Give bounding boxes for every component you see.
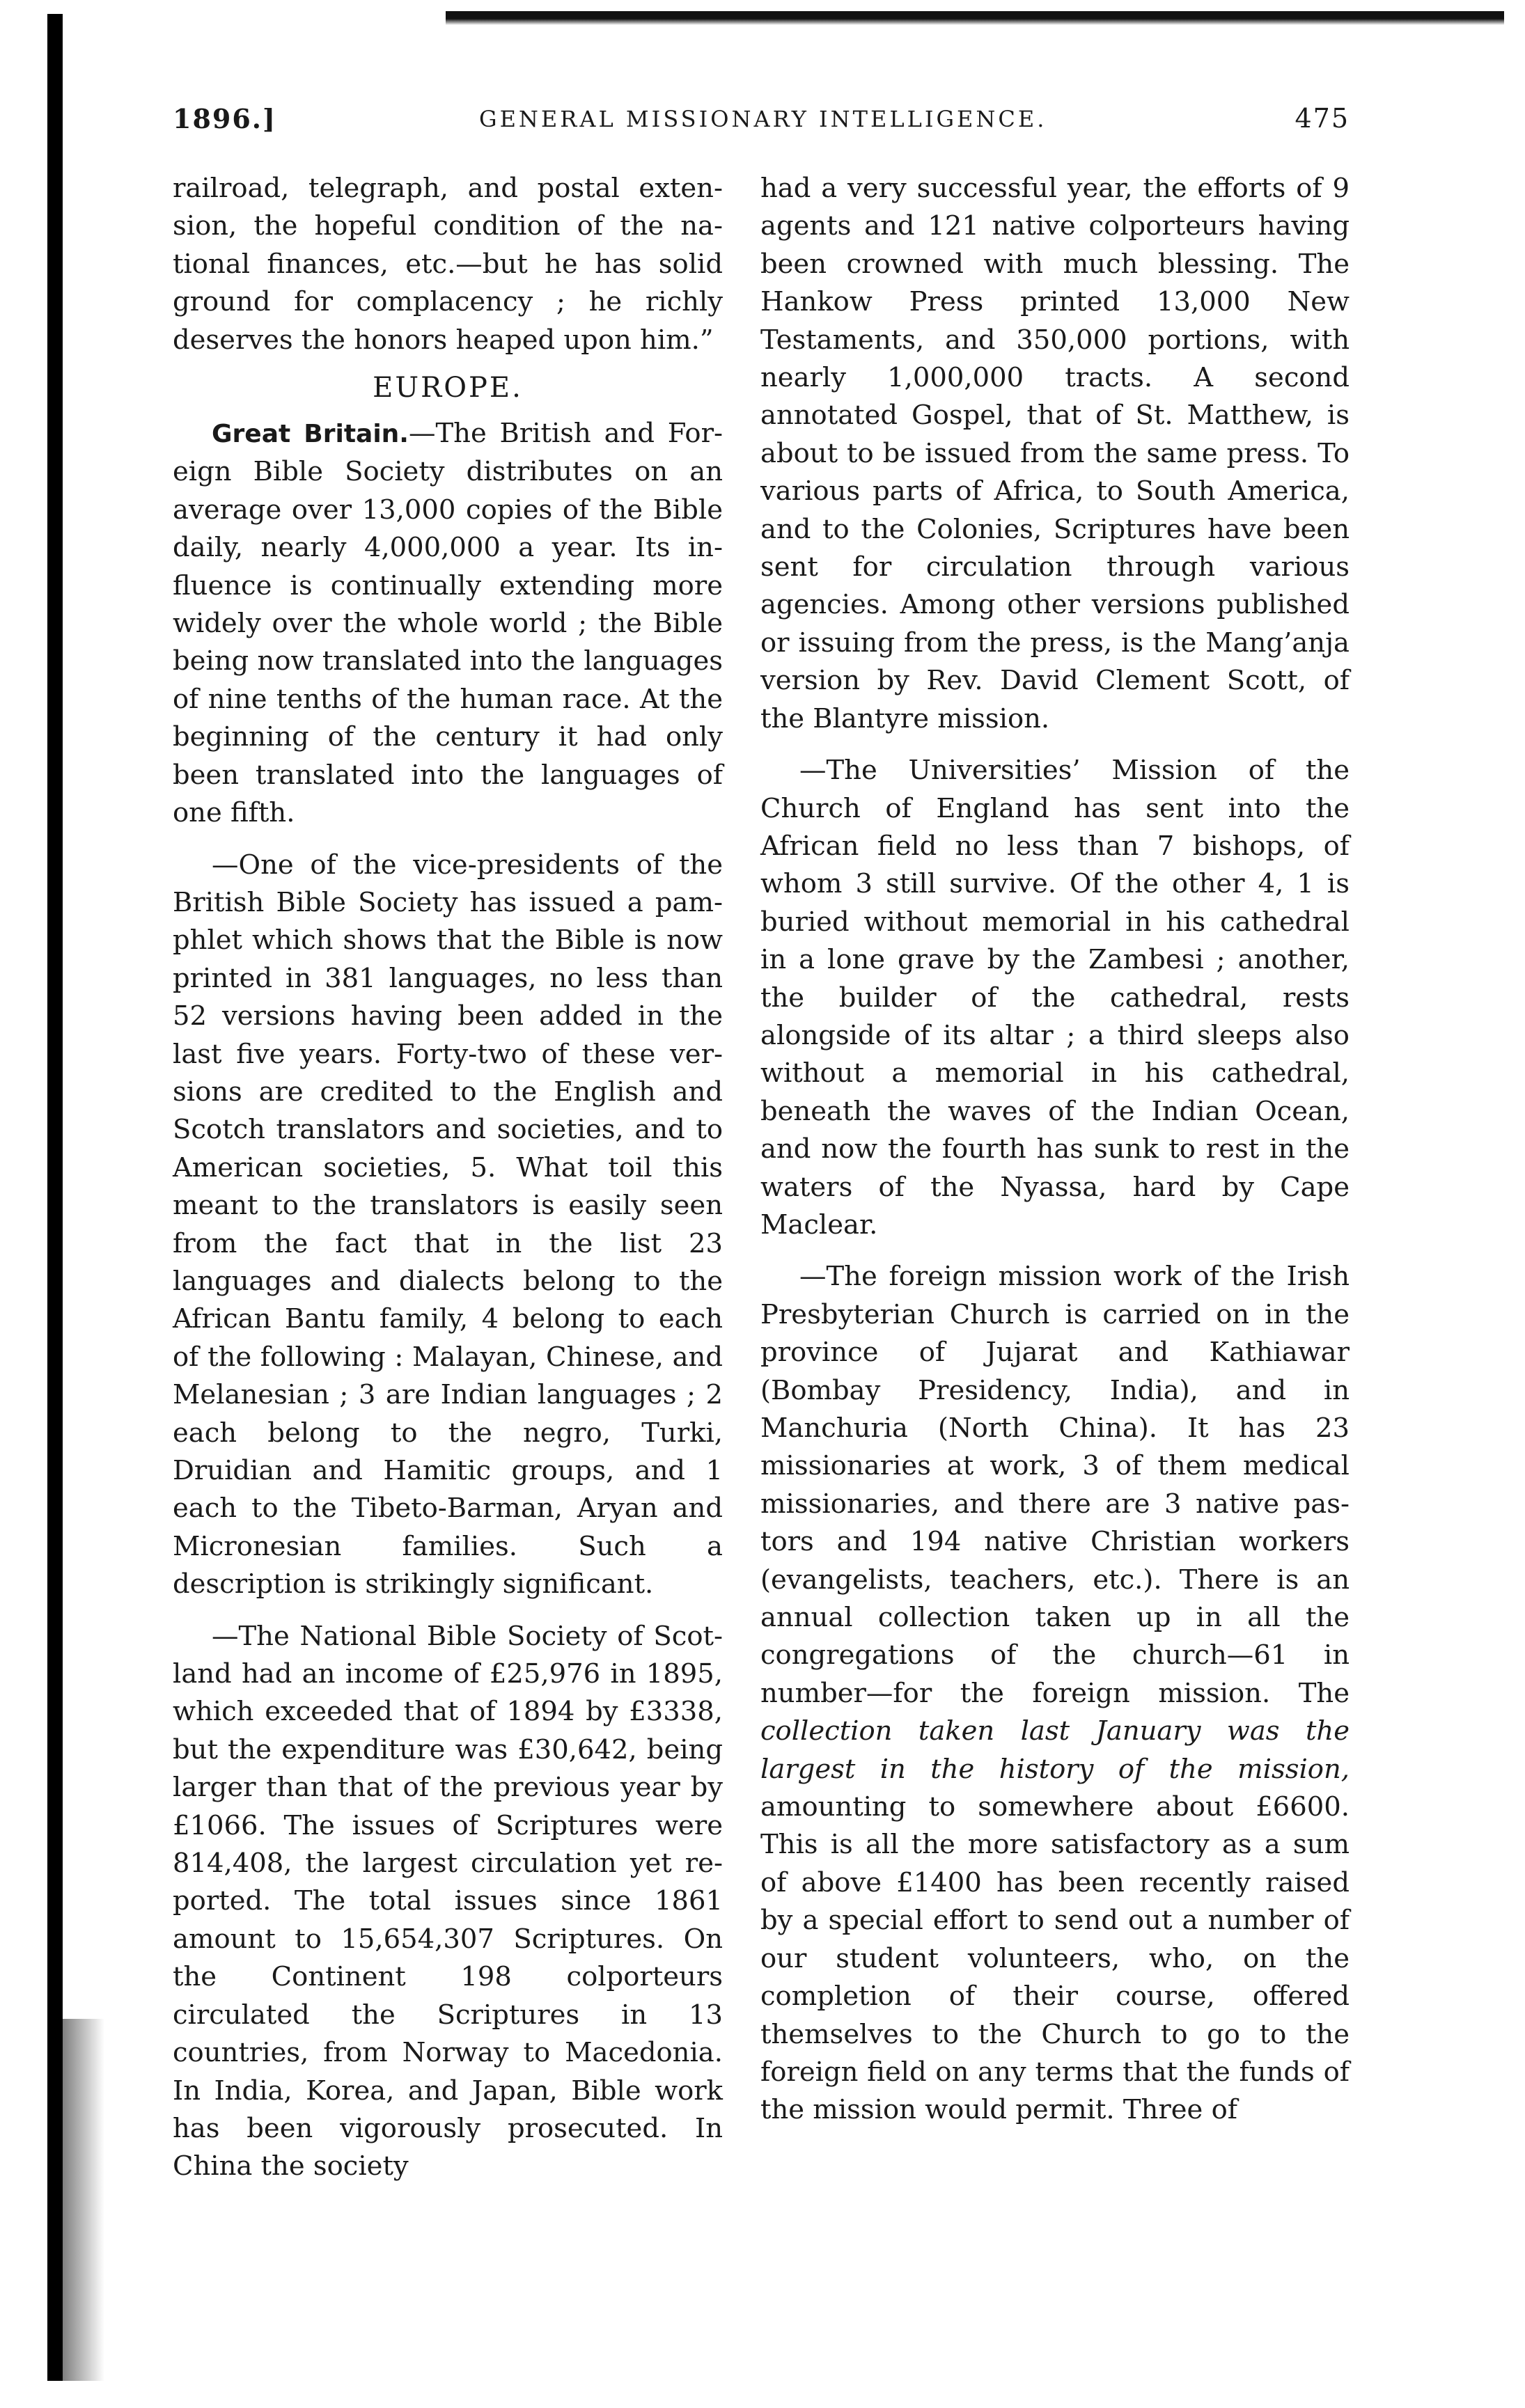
paragraph-scotland-society: —The National Bible Society of Scotland had an income of £25,976 in 1895, which exceeded that of 1894 by £3338, but the expenditure was £30,642, being larger than that of the previous year by £1066. The issues of Scriptures were 814,408, the largest circulation yet reported. The total issues since 1861 amount to 15,654,307 Scriptures. On the Continent 198 colporteurs circulated the Scriptures in 13 countries, from Norway to Macedonia. In India, Korea, and Japan, Bible work has been vigorously prosecuted. In China the society [173,1620,723,2182]
scan-edge-shadow [63,2019,104,2381]
paragraph-continuation: railroad, telegraph, and postal extension, the hopeful condition of the national finances, etc.—but he has solid ground for complacency ; he richly deserves the honors heaped upon him.” [173,173,723,356]
header-running-title: GENERAL MISSIONARY INTELLIGENCE. [479,106,1047,132]
scan-edge-top [446,11,1504,25]
section-heading-europe: EUROPE. [373,372,523,404]
right-column [760,170,1350,2130]
italic-phrase: collection taken last January was the largest in the history of the mission, [760,1715,1350,1785]
paragraph-universities-mission: —The Universities’ Mission of the Church of England has sent into the African field no less than 7 bishops, of whom 3 still survive. Of the other 4, 1 is buried without memorial in his cathedral in a lone grave by the Zambesi ; another, the builder of the cathedral, rests alongside of its altar ; a third sleeps also without a memorial in his cathedral, beneath the waves of the Indian Ocean, and now the fourth has sunk to rest in the waters of the Nyassa, hard by Cape Maclear. [760,755,1350,1241]
paragraph-text: —The foreign mission work of the Irish Presbyterian Church is carried on in the province of Jujarat and Kathiawar (Bombay Presidency, India), and in Manchuria (North China). It has 23 missionaries at work, 3 of them medical missionaries, and there are 3 native pastors and 194 native Christian workers (evangelists, teachers, etc.). There is an annual collection taken up in all the congregations of the church—61 in number—for the foreign mission. The [760,1261,1350,1709]
run-in-heading: Great Britain. [212,420,409,449]
left-column [173,170,723,2186]
scan-edge-left [47,14,63,2381]
paragraph-text: amounting to somewhere about £6600. This is all the more satisfactory as a sum of above £1400 has been recently raised by a special effort to send out a number of our student volunteers, who, on the completion of their course, offered themselves to the Church to go to the foreign field on any terms that the funds of the mission would permit. Three of [760,1791,1350,2126]
paragraph-great-britain [173,415,723,832]
running-header [173,103,1350,145]
paragraph-continuation: had a very successful year, the efforts of 9 agents and 121 native colporteurs having been crowned with much blessing. The Hankow Press printed 13,000 New Testaments, and 350,000 portions, with nearly 1,000,000 tracts. A second annotated Gospel, that of St. Matthew, is about to be issued from the same press. To various parts of Africa, to South America, and to the Colonies, Scriptures have been sent for circulation through various agencies. Among other versions published or issuing from the press, is the Mang’anja version by Rev. David Clement Scott, of the Blantyre mission. [760,173,1350,734]
paragraph-text: —The British and Foreign Bible Society distributes on an average over 13,000 copies of the Bible daily, nearly 4,000,000 a year. Its influence is continually extending more widely over the whole world ; the Bible being now translated into the languages of nine tenths of the human race. At the beginning of the century it had only been translated into the languages of one fifth. [173,418,723,829]
paragraph-irish-presbyterian [760,1258,1350,2129]
page-number: 475 [1295,103,1350,134]
paragraph-vice-presidents: —One of the vice-presidents of the British Bible Society has issued a pamphlet which shows that the Bible is now printed in 381 languages, no less than 52 versions having been added in the last five years. Forty-two of these versions are credited to the English and Scotch translators and societies, and to American societies, 5. What toil this meant to the translators is easily seen from the fact that in the list 23 languages and dialects belong to the African Bantu family, 4 belong to each of the following : Malayan, Chinese, and Melanesian ; 3 are Indian languages ; 2 each belong to the negro, Turki, Druidian and Hamitic groups, and 1 each to the Tibeto-Barman, Aryan and Micronesian families. Such a description is strikingly significant. [173,849,723,1600]
header-year: 1896.] [173,103,276,134]
